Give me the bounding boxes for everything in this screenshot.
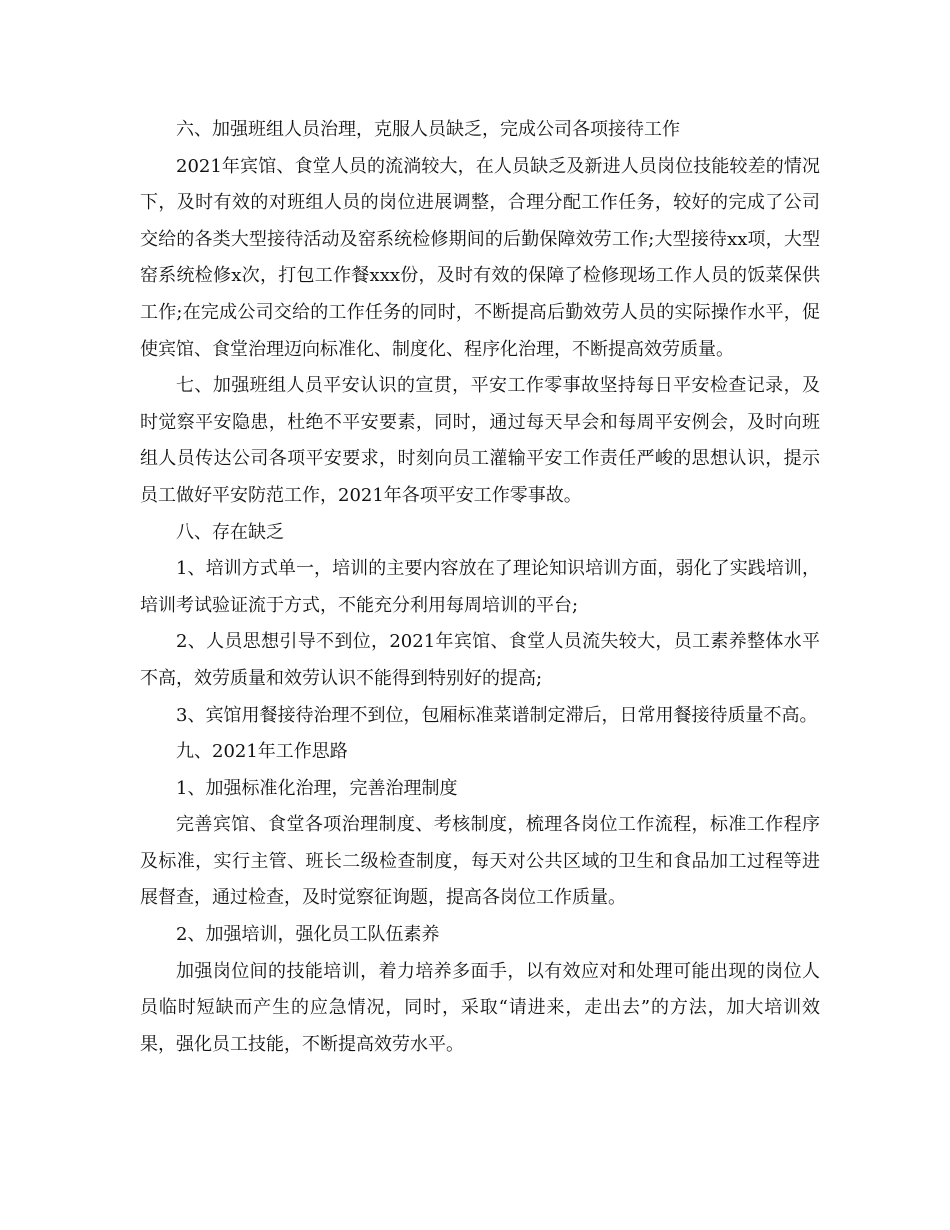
list-item: 2、人员思想引导不到位，2021年宾馆、食堂人员流失较大，员工素养整体水平不高，效劳质量和效劳认识不能得到特别好的提高; xyxy=(140,631,820,689)
list-item: 3、宾馆用餐接待治理不到位，包厢标准菜谱制定滞后，日常用餐接待质量不高。 xyxy=(176,704,818,726)
section-heading-six: 六、加强班组人员治理，克服人员缺乏，完成公司各项接待工作 xyxy=(176,119,680,140)
section-heading-seven: 七、加强班组人员平安认识的宣贯，平安工作零事故坚持每日平安检查记录，及时觉察平安隐患，杜绝不平安要素，同时，通过每天早会和每周平安例会，及时向班组人员传达公司各项平安要求，时刻向员工灌输平安工作责任严峻的思想认识，提示员工做好平安防范工作，2021年各项平安工作零事故。 xyxy=(140,375,820,506)
body-paragraph: 2021年宾馆、食堂人员的流淌较大，在人员缺乏及新进人员岗位技能较差的情况下，及时有效的对班组人员的岗位进展调整，合理分配工作任务，较好的完成了公司交给的各类大型接待活动及窑系统检修期间的后勤保障效劳工作;大型接待xx项，大型窑系统检修x次，打包工作餐xxx份，及时有效的保障了检修现场工作人员的饭菜保供工作;在完成公司交给的工作任务的同时，不断提高后勤效劳人员的实际操作水平，促使宾馆、食堂治理迈向标准化、制度化、程序化治理，不断提高效劳质量。 xyxy=(140,155,820,360)
subheading: 1、加强标准化治理，完善治理制度 xyxy=(176,777,458,799)
section-heading-eight: 八、存在缺乏 xyxy=(176,521,284,543)
body-paragraph: 加强岗位间的技能培训，着力培养多面手，以有效应对和处理可能出现的岗位人员临时短缺而产生的应急情况，同时，采取“请进来，走出去”的方法，加大培训效果，强化员工技能，不断提高效劳水平。 xyxy=(140,960,820,1055)
list-item: 1、培训方式单一，培训的主要内容放在了理论知识培训方面，弱化了实践培训，培训考试验证流于方式，不能充分利用每周培训的平台; xyxy=(140,558,820,616)
subheading: 2、加强培训，强化员工队伍素养 xyxy=(176,924,440,946)
body-paragraph: 完善宾馆、食堂各项治理制度、考核制度，梳理各岗位工作流程，标准工作程序及标准，实行主管、班长二级检查制度，每天对公共区域的卫生和食品加工过程等进展督查，通过检查，及时觉察征询题，提高各岗位工作质量。 xyxy=(140,814,820,909)
section-heading-nine: 九、2021年工作思路 xyxy=(176,741,348,763)
